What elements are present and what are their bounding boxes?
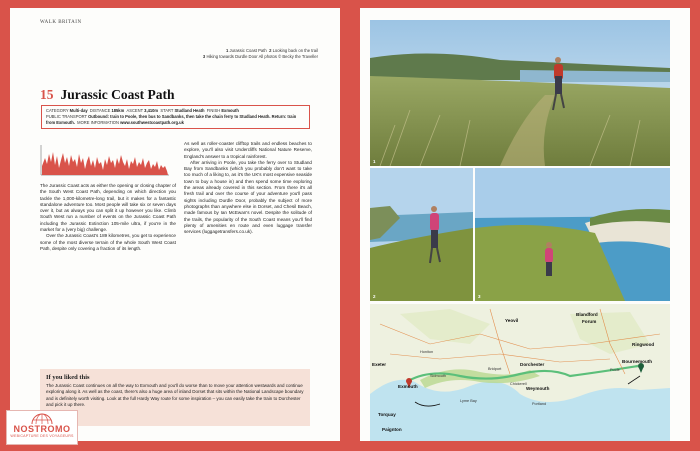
if-you-liked-title: If you liked this bbox=[46, 374, 90, 381]
photo-3-image bbox=[475, 168, 670, 301]
paragraph: Over the Jurassic Coast's 189 kilometres, you get to experience some of the most diverse terrain of the whole South West Coast Path, despite only covering a fraction of its length. bbox=[40, 233, 176, 251]
caption-number-3: 3 bbox=[202, 54, 206, 60]
photo-2-image bbox=[370, 168, 473, 301]
map-label-dorchester: Dorchester bbox=[520, 362, 545, 367]
map-label-sidmouth: Sidmouth bbox=[430, 374, 447, 378]
photo-jurassic-coast-path bbox=[370, 20, 670, 166]
map-label-poole: Poole bbox=[610, 368, 620, 372]
if-you-liked-box bbox=[40, 369, 310, 426]
route-info-box bbox=[41, 105, 310, 129]
ascent-key: ASCENT bbox=[126, 108, 144, 113]
route-map bbox=[370, 304, 670, 441]
route-title bbox=[40, 87, 175, 103]
map-label-yeovil: Yeovil bbox=[505, 318, 519, 323]
caption-1: Jurassic Coast Path bbox=[229, 48, 267, 53]
photo-1-image bbox=[370, 20, 670, 166]
paragraph: As well as roller-coaster clifftop trails and endless beaches to explore, you'll also visit Undercliffs National Nature Reserve, England's answer to a tropical rainforest. bbox=[184, 141, 312, 159]
caption-number-2: 2 bbox=[269, 48, 272, 53]
body-column-right bbox=[184, 141, 312, 235]
logo-name: NOSTROMO bbox=[13, 424, 71, 434]
globe-icon bbox=[31, 413, 53, 424]
start-value: Studland Heath bbox=[174, 108, 205, 113]
paragraph: After arriving in Poole, you take the ferry over to Studland Bay from Sandbanks (which you probably don't want to take too much of a liking to, as it's the UK's most expensive seaside town to buy a house in) and then spend some time exploring the areas already covered in this section. From there it's all fresh trail and over the course of your adventure you'll pass sights including Durdle Door, probably the subject of more photographs than anywhere else in Dorset, and Chesil Beach, made famous by Ian McEwan's novel. Despite the solitude of the trails, the popularity of the South Coast means you'll find plenty of amenities en route and even luggage transfer services (luggagetransfers.co.uk). bbox=[184, 159, 312, 235]
photo-number: 3 bbox=[478, 294, 481, 299]
transport-key: PUBLIC TRANSPORT bbox=[46, 114, 87, 119]
map-label-portland: Portland bbox=[532, 402, 547, 406]
if-you-liked-text: The Jurassic Coast continues on all the way to Exmouth and you'll do worse than to move your attention westwards and continue exploring along it. As well as the coast, there's also a huge area of inland Dorset that sits within the National Landscape boundary and is definitely worth visiting. Look at the full Hardy Way route for some inspiration – you can easily take the train to Dorchester and pick it up there. bbox=[46, 383, 304, 407]
route-number: 15 bbox=[40, 87, 54, 102]
map-label-weymouth: Weymouth bbox=[526, 386, 550, 391]
route-name: Jurassic Coast Path bbox=[60, 87, 175, 102]
map-label-ringwood: Ringwood bbox=[632, 342, 655, 347]
logo-tagline: WEB/CAPTURE DES VOYAGEURS bbox=[10, 434, 74, 438]
body-column-left bbox=[40, 183, 176, 252]
map-label-exmouth: Exmouth bbox=[398, 384, 418, 389]
ascent-value: 3,410m bbox=[144, 108, 159, 113]
more-info-link[interactable]: www.southwestcoastpath.org.uk bbox=[120, 120, 184, 125]
photo-looking-back bbox=[370, 168, 473, 301]
paragraph: The Jurassic Coast acts as either the opening or closing chapter of the South West Coast Path, depending on which direction you tackle the 1,000-kilometre-long trail, but it makes for a fantastic standalone adventure too. Most people will take six or seven days over it, but as always you can split it up however you like. Climb South West run a number of events on the Jurassic Coast Path including the Jurassic Extinction 105-mile ultra, if you're in the market for a (very big) challenge. bbox=[40, 183, 176, 233]
map-label-bridport: Bridport bbox=[488, 367, 502, 371]
map-label-paignton: Paignton bbox=[382, 427, 402, 432]
photo-credit: All photos © Becky the Traveller bbox=[258, 54, 318, 60]
map-label-torquay: Torquay bbox=[378, 412, 396, 417]
photo-durdle-door bbox=[475, 168, 670, 301]
more-info-key: MORE INFORMATION bbox=[77, 120, 119, 125]
map-label-exeter: Exeter bbox=[372, 362, 387, 367]
distance-value: 185km bbox=[111, 108, 125, 113]
photo-number: 2 bbox=[373, 294, 376, 299]
finish-value: Exmouth bbox=[221, 108, 239, 113]
photo-number: 1 bbox=[373, 159, 376, 164]
category-value: Multi-day bbox=[69, 108, 88, 113]
start-key: START bbox=[160, 108, 174, 113]
map-label-blandford: Blandford bbox=[576, 312, 598, 317]
map-image bbox=[370, 304, 670, 441]
caption-2: Looking back on the trail bbox=[272, 48, 318, 53]
map-label-chickerell: Chickerell bbox=[510, 382, 527, 386]
map-label-bournemouth: Bournemouth bbox=[622, 359, 653, 364]
map-label-honiton: Honiton bbox=[420, 350, 434, 354]
section-label: WALK BRITAIN bbox=[40, 20, 82, 25]
finish-key: FINISH bbox=[206, 108, 221, 113]
distance-key: DISTANCE bbox=[89, 108, 111, 113]
transport-value: Outbound: train to Poole, then bus to Sandbanks, then take the chain ferry to Studland Heath. Return: train from Exmouth. bbox=[46, 114, 297, 125]
photo-captions bbox=[203, 48, 318, 60]
caption-number-1: 1 bbox=[225, 48, 229, 53]
elevation-profile bbox=[40, 144, 170, 176]
right-page bbox=[360, 8, 690, 441]
nostromo-logo bbox=[6, 410, 78, 445]
map-label-lyme-bay: Lyme Bay bbox=[460, 399, 477, 403]
caption-3: Hiking towards Durdle Door bbox=[206, 54, 258, 60]
map-label-forum: Forum bbox=[582, 319, 597, 324]
left-page bbox=[10, 8, 340, 441]
category-key: CATEGORY bbox=[46, 108, 69, 113]
